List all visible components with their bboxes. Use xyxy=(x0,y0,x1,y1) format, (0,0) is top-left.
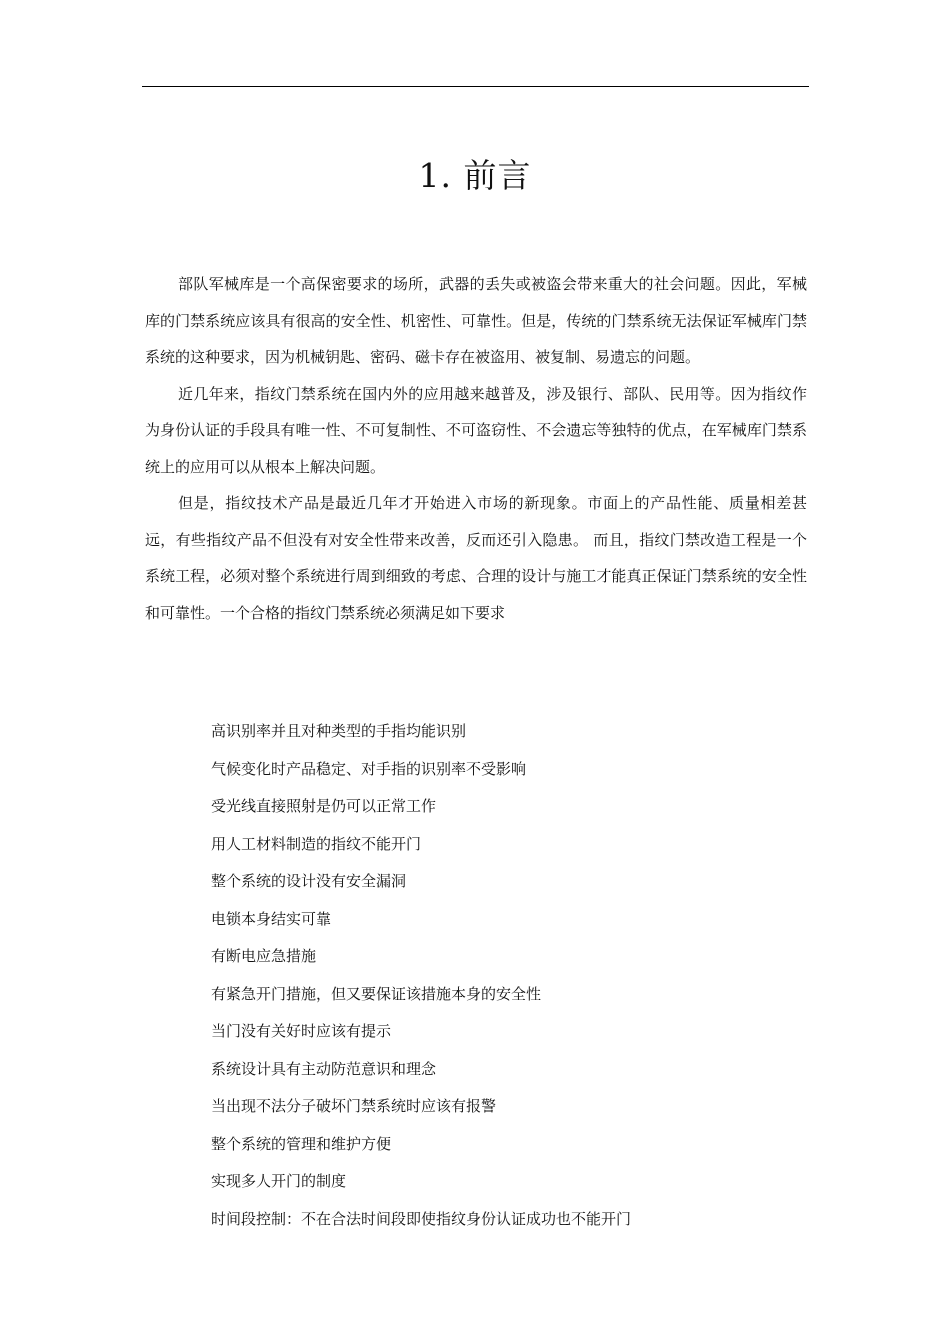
requirements-list xyxy=(211,713,771,1238)
requirement-item: 电锁本身结实可靠 xyxy=(211,909,332,928)
requirement-item: 有断电应急措施 xyxy=(211,947,317,965)
requirement-item: 系统设计具有主动防范意识和理念 xyxy=(211,1059,437,1078)
body-text xyxy=(145,266,807,631)
requirement-item: 有紧急开门措施，但又要保证该措施本身的安全性 xyxy=(211,984,542,1003)
paragraph-3: 但是，指纹技术产品是最近几年才开始进入市场的新现象。市面上的产品性能、质量相差甚远，有些指纹产品不但没有对安全性带来改善，反而还引入隐患。 而且，指纹门禁改造工程是一个系统工程，必须对整个系统进行周到细致的考虑、合理的设计与施工才能真正保证门禁系统的安全性和可靠性。一个合格的指纹门禁系统必须满足如下要求 xyxy=(145,494,807,622)
requirement-item: 高识别率并且对种类型的手指均能识别 xyxy=(211,722,467,740)
header-rule xyxy=(142,86,809,87)
requirement-item: 整个系统的管理和维护方便 xyxy=(211,1134,392,1153)
requirement-item: 气候变化时产品稳定、对手指的识别率不受影响 xyxy=(211,759,527,778)
paragraph-1: 部队军械库是一个高保密要求的场所，武器的丢失或被盗会带来重大的社会问题。因此，军械库的门禁系统应该具有很高的安全性、机密性、可靠性。但是，传统的门禁系统无法保证军械库门禁系统的这种要求，因为机械钥匙、密码、磁卡存在被盗用、被复制、易遗忘的问题。 xyxy=(145,275,807,366)
requirement-item: 用人工材料制造的指纹不能开门 xyxy=(211,834,422,853)
requirement-item: 实现多人开门的制度 xyxy=(211,1172,347,1190)
requirement-item: 整个系统的设计没有安全漏洞 xyxy=(211,872,407,890)
requirement-item: 当门没有关好时应该有提示 xyxy=(211,1022,392,1040)
paragraph-2: 近几年来，指纹门禁系统在国内外的应用越来越普及，涉及银行、部队、民用等。因为指纹作为身份认证的手段具有唯一性、不可复制性、不可盗窃性、不会遗忘等独特的优点，在军械库门禁系统上的应用可以从根本上解决问题。 xyxy=(145,384,807,476)
requirement-item: 受光线直接照射是仍可以正常工作 xyxy=(211,797,437,815)
page-title: 1. 前言 xyxy=(418,156,532,195)
requirement-item: 当出现不法分子破坏门禁系统时应该有报警 xyxy=(211,1097,497,1115)
requirement-item: 时间段控制：不在合法时间段即使指纹身份认证成功也不能开门 xyxy=(211,1209,632,1228)
